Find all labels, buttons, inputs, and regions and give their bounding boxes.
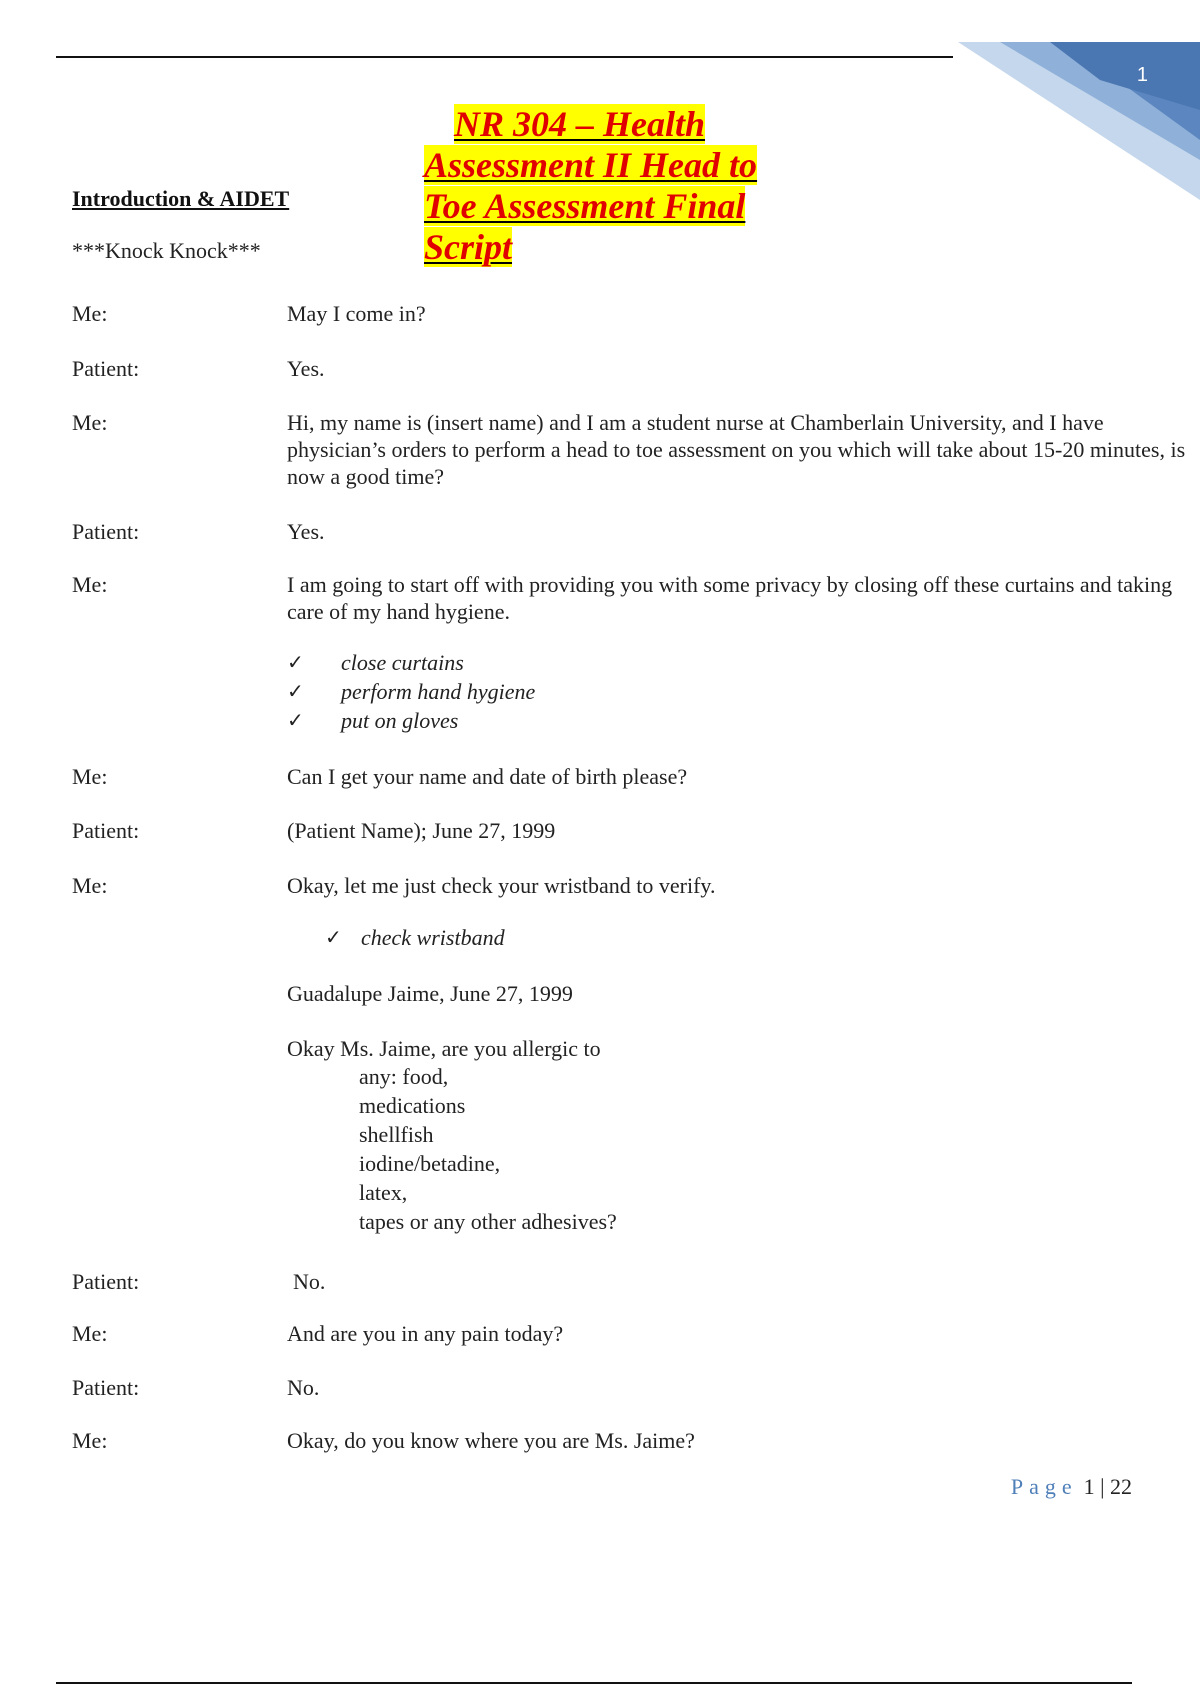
dialogue-text: No.: [287, 1375, 320, 1400]
allergy-item: shellfish: [359, 1122, 434, 1147]
dialogue-text: Hi, my name is (insert name) and I am a student nurse at Chamberlain University, and I have physician’s orders to perform a head to toe assessment on you which will take about 15-20 minutes, is now a good time?: [287, 410, 1186, 489]
bottom-rule: [56, 1682, 1132, 1684]
allergy-item: tapes or any other adhesives?: [359, 1209, 617, 1234]
top-rule: [56, 56, 953, 58]
check-icon: ✓: [325, 925, 342, 949]
page-separator: |: [1100, 1474, 1105, 1499]
allergy-item: latex,: [359, 1180, 408, 1205]
corner-decoration: [900, 0, 1200, 220]
title-line-3: Toe Assessment Final: [424, 186, 746, 226]
speaker-label: Me:: [72, 572, 108, 597]
dialogue-text: Okay, let me just check your wristband to verify.: [287, 873, 716, 898]
section-heading: Introduction & AIDET: [72, 186, 290, 211]
speaker-label: Me:: [72, 410, 108, 435]
allergy-item: any: food,: [359, 1064, 449, 1089]
allergy-item: medications: [359, 1093, 466, 1118]
corner-page-number: 1: [1136, 64, 1148, 86]
speaker-label: Patient:: [72, 519, 140, 544]
title-line-1: NR 304 – Health: [454, 104, 706, 144]
dialogue-text: May I come in?: [287, 301, 426, 326]
allergy-question: Okay Ms. Jaime, are you allergic to: [287, 1036, 601, 1061]
check-icon: ✓: [287, 708, 304, 732]
speaker-label: Me:: [72, 873, 108, 898]
dialogue-text: (Patient Name); June 27, 1999: [287, 818, 556, 843]
dialogue-text: And are you in any pain today?: [287, 1321, 564, 1346]
allergy-list: [359, 1062, 617, 1236]
speaker-label: Me:: [72, 764, 108, 789]
current-page: 1: [1083, 1474, 1095, 1499]
dialogue-text: No.: [293, 1269, 326, 1294]
page-footer: [1011, 1474, 1132, 1500]
title-line-4: Script: [424, 227, 513, 267]
total-pages: 22: [1110, 1474, 1132, 1499]
check-icon: ✓: [287, 650, 304, 674]
dialogue-text: Yes.: [287, 519, 325, 544]
dialogue-text: I am going to start off with providing you with some privacy by closing off these curtains and taking care of my hand hygiene.: [287, 572, 1173, 624]
verified-identity: Guadalupe Jaime, June 27, 1999: [287, 981, 573, 1006]
dialogue-text: Can I get your name and date of birth please?: [287, 764, 688, 789]
speaker-label: Patient:: [72, 1375, 140, 1400]
speaker-label: Me:: [72, 301, 108, 326]
speaker-label: Patient:: [72, 1269, 140, 1294]
knock-note: ***Knock Knock***: [72, 238, 261, 263]
allergy-item: iodine/betadine,: [359, 1151, 501, 1176]
speaker-label: Patient:: [72, 356, 140, 381]
speaker-label: Patient:: [72, 818, 140, 843]
speaker-label: Me:: [72, 1428, 108, 1453]
page-word: Page: [1010, 1474, 1078, 1499]
dialogue-text: Yes.: [287, 356, 325, 381]
title-line-2: Assessment II Head to: [424, 145, 758, 185]
speaker-label: Me:: [72, 1321, 108, 1346]
document-title: [424, 104, 784, 268]
dialogue-text: Okay, do you know where you are Ms. Jaime?: [287, 1428, 695, 1453]
check-icon: ✓: [287, 679, 304, 703]
